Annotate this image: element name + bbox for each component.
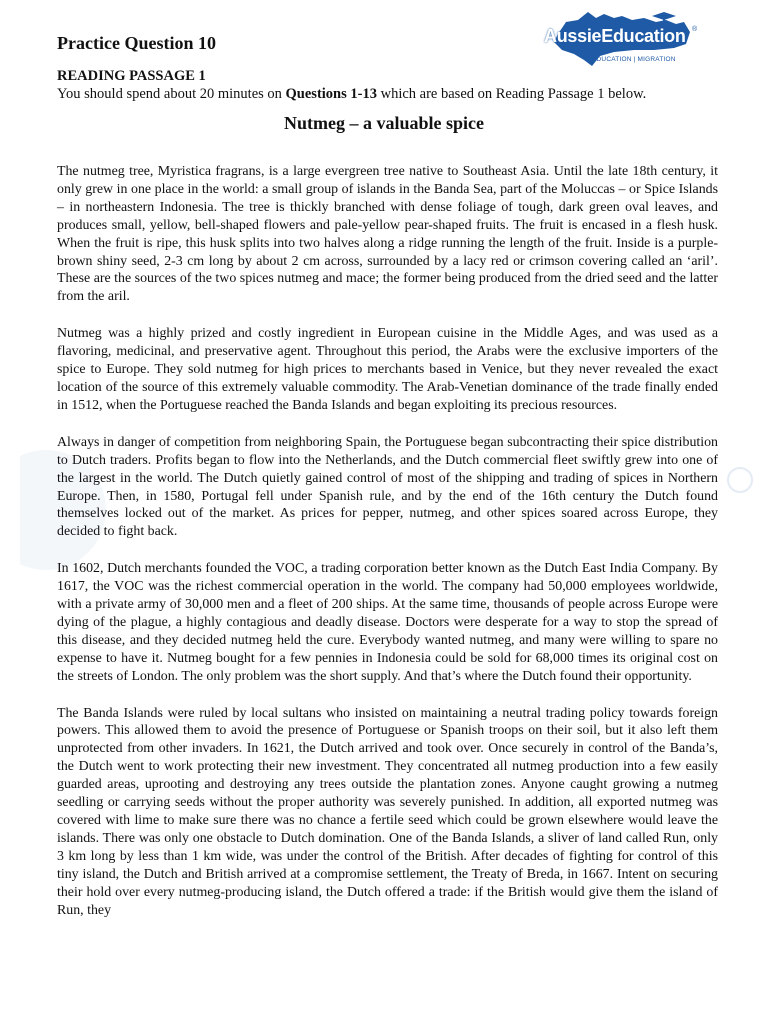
reading-passage-label: READING PASSAGE 1 bbox=[57, 68, 206, 84]
paragraph: In 1602, Dutch merchants founded the VOC, a trading corporation better known as the Dutch East India Company. By 1617, the VOC was the richest commercial operation in the world. The company had 50,000 employees worldwide, with a private army of 30,000 men and a fleet of 200 ships. At the same time, thousands of people across Europe were dying of the plague, a highly contagious and deadly disease. Doctors were desperate for a way to stop the spread of this disease, and they decided nutmeg held the cure. Everybody wanted nutmeg, and many were willing to spare no expense to have it. Nutmeg bought for a few pennies in Indonesia could be sold for 68,000 times its original cost on the streets of London. The only problem was the short supply. And that’s where the Dutch found their opportunity. bbox=[57, 561, 718, 684]
logo-tagline: EDUCATION | MIGRATION bbox=[592, 56, 676, 63]
aussie-education-logo bbox=[544, 10, 700, 74]
article-title: Nutmeg – a valuable spice bbox=[284, 113, 484, 133]
instruction-questions: Questions 1-13 bbox=[285, 86, 377, 102]
instruction-text bbox=[57, 86, 646, 103]
logo-wordmark bbox=[544, 26, 696, 47]
paragraph: The nutmeg tree, Myristica fragrans, is a large evergreen tree native to Southeast Asia. Until the late 18th century, it only grew in one place in the world: a small group of islands in the Banda Sea, part of the Moluccas – or Spice Islands – in northeastern Indonesia. The tree is thickly branched with dense foliage of tough, dark green oval leaves, and produces small, yellow, bell-shaped flowers and pale-yellow pear-shaped fruits. The fruit is encased in a flesh husk. When the fruit is ripe, this husk splits into two halves along a ridge running the length of the fruit. Inside is a purple-brown shiny seed, 2-3 cm long by about 2 cm across, surrounded by a lacy red or crimson covering called an ‘aril’. These are the sources of the two spices nutmeg and mace; the former being produced from the dried seed and the latter from the aril. bbox=[57, 164, 718, 305]
practice-question-title: Practice Question 10 bbox=[57, 33, 216, 53]
paragraph: The Banda Islands were ruled by local sultans who insisted on maintaining a neutral trading policy towards foreign powers. This allowed them to avoid the presence of Portuguese or Spanish troops on their soil, but it also left them unprotected from other invaders. In 1621, the Dutch arrived and took over. Once securely in control of the Banda’s, the Dutch went to work protecting their new investment. They concentrated all nutmeg production into a few easily guarded areas, uprooting and destroying any trees outside the plantation zones. Anyone caught growing a nutmeg seedling or carrying seeds without the proper authority was severely punished. In addition, all exported nutmeg was covered with lime to make sure there was no chance a fertile seed which could be grown elsewhere would leave the islands. There was only one obstacle to Dutch domination. One of the Banda Islands, a sliver of land called Run, only 3 km long by less than 1 km wide, was under the control of the British. After decades of fighting for control of this tiny island, the Dutch and British arrived at a compromise settlement, the Treaty of Breda, in 1667. Intent on securing their hold over every nutmeg-producing island, the Dutch offered a trade: if the British would give them the island of Run, they bbox=[57, 705, 718, 918]
instruction-pre: You should spend about 20 minutes on bbox=[57, 86, 286, 102]
logo-name-part2: Education bbox=[601, 26, 686, 46]
instruction-post: which are based on Reading Passage 1 below. bbox=[376, 86, 647, 102]
logo-registered-mark: ® bbox=[692, 26, 698, 33]
passage-body bbox=[57, 163, 718, 938]
logo-name-part1: Aussie bbox=[544, 26, 602, 46]
paragraph: Nutmeg was a highly prized and costly ingredient in European cuisine in the Middle Ages, and was used as a flavoring, medicinal, and preservative agent. Throughout this period, the Arabs were the exclusive importers of the spice to Europe. They sold nutmeg for high prices to merchants based in Venice, but they never revealed the exact location of the source of this extremely valuable commodity. The Arab-Venetian dominance of the trade finally ended in 1512, when the Portuguese reached the Banda Islands and began exploiting its precious resources. bbox=[57, 326, 718, 413]
paragraph: Always in danger of competition from neighboring Spain, the Portuguese began subcontracting their spice distribution to Dutch traders. Profits began to flow into the Netherlands, and the Dutch commercial fleet swiftly grew into one of the largest in the world. The Dutch quietly gained control of most of the shipping and trading of spices in Northern Europe. Then, in 1580, Portugal fell under Spanish rule, and by the end of the 16th century the Dutch found themselves locked out of the market. As prices for pepper, nutmeg, and other spices soared across Europe, they decided to fight back. bbox=[57, 434, 718, 540]
